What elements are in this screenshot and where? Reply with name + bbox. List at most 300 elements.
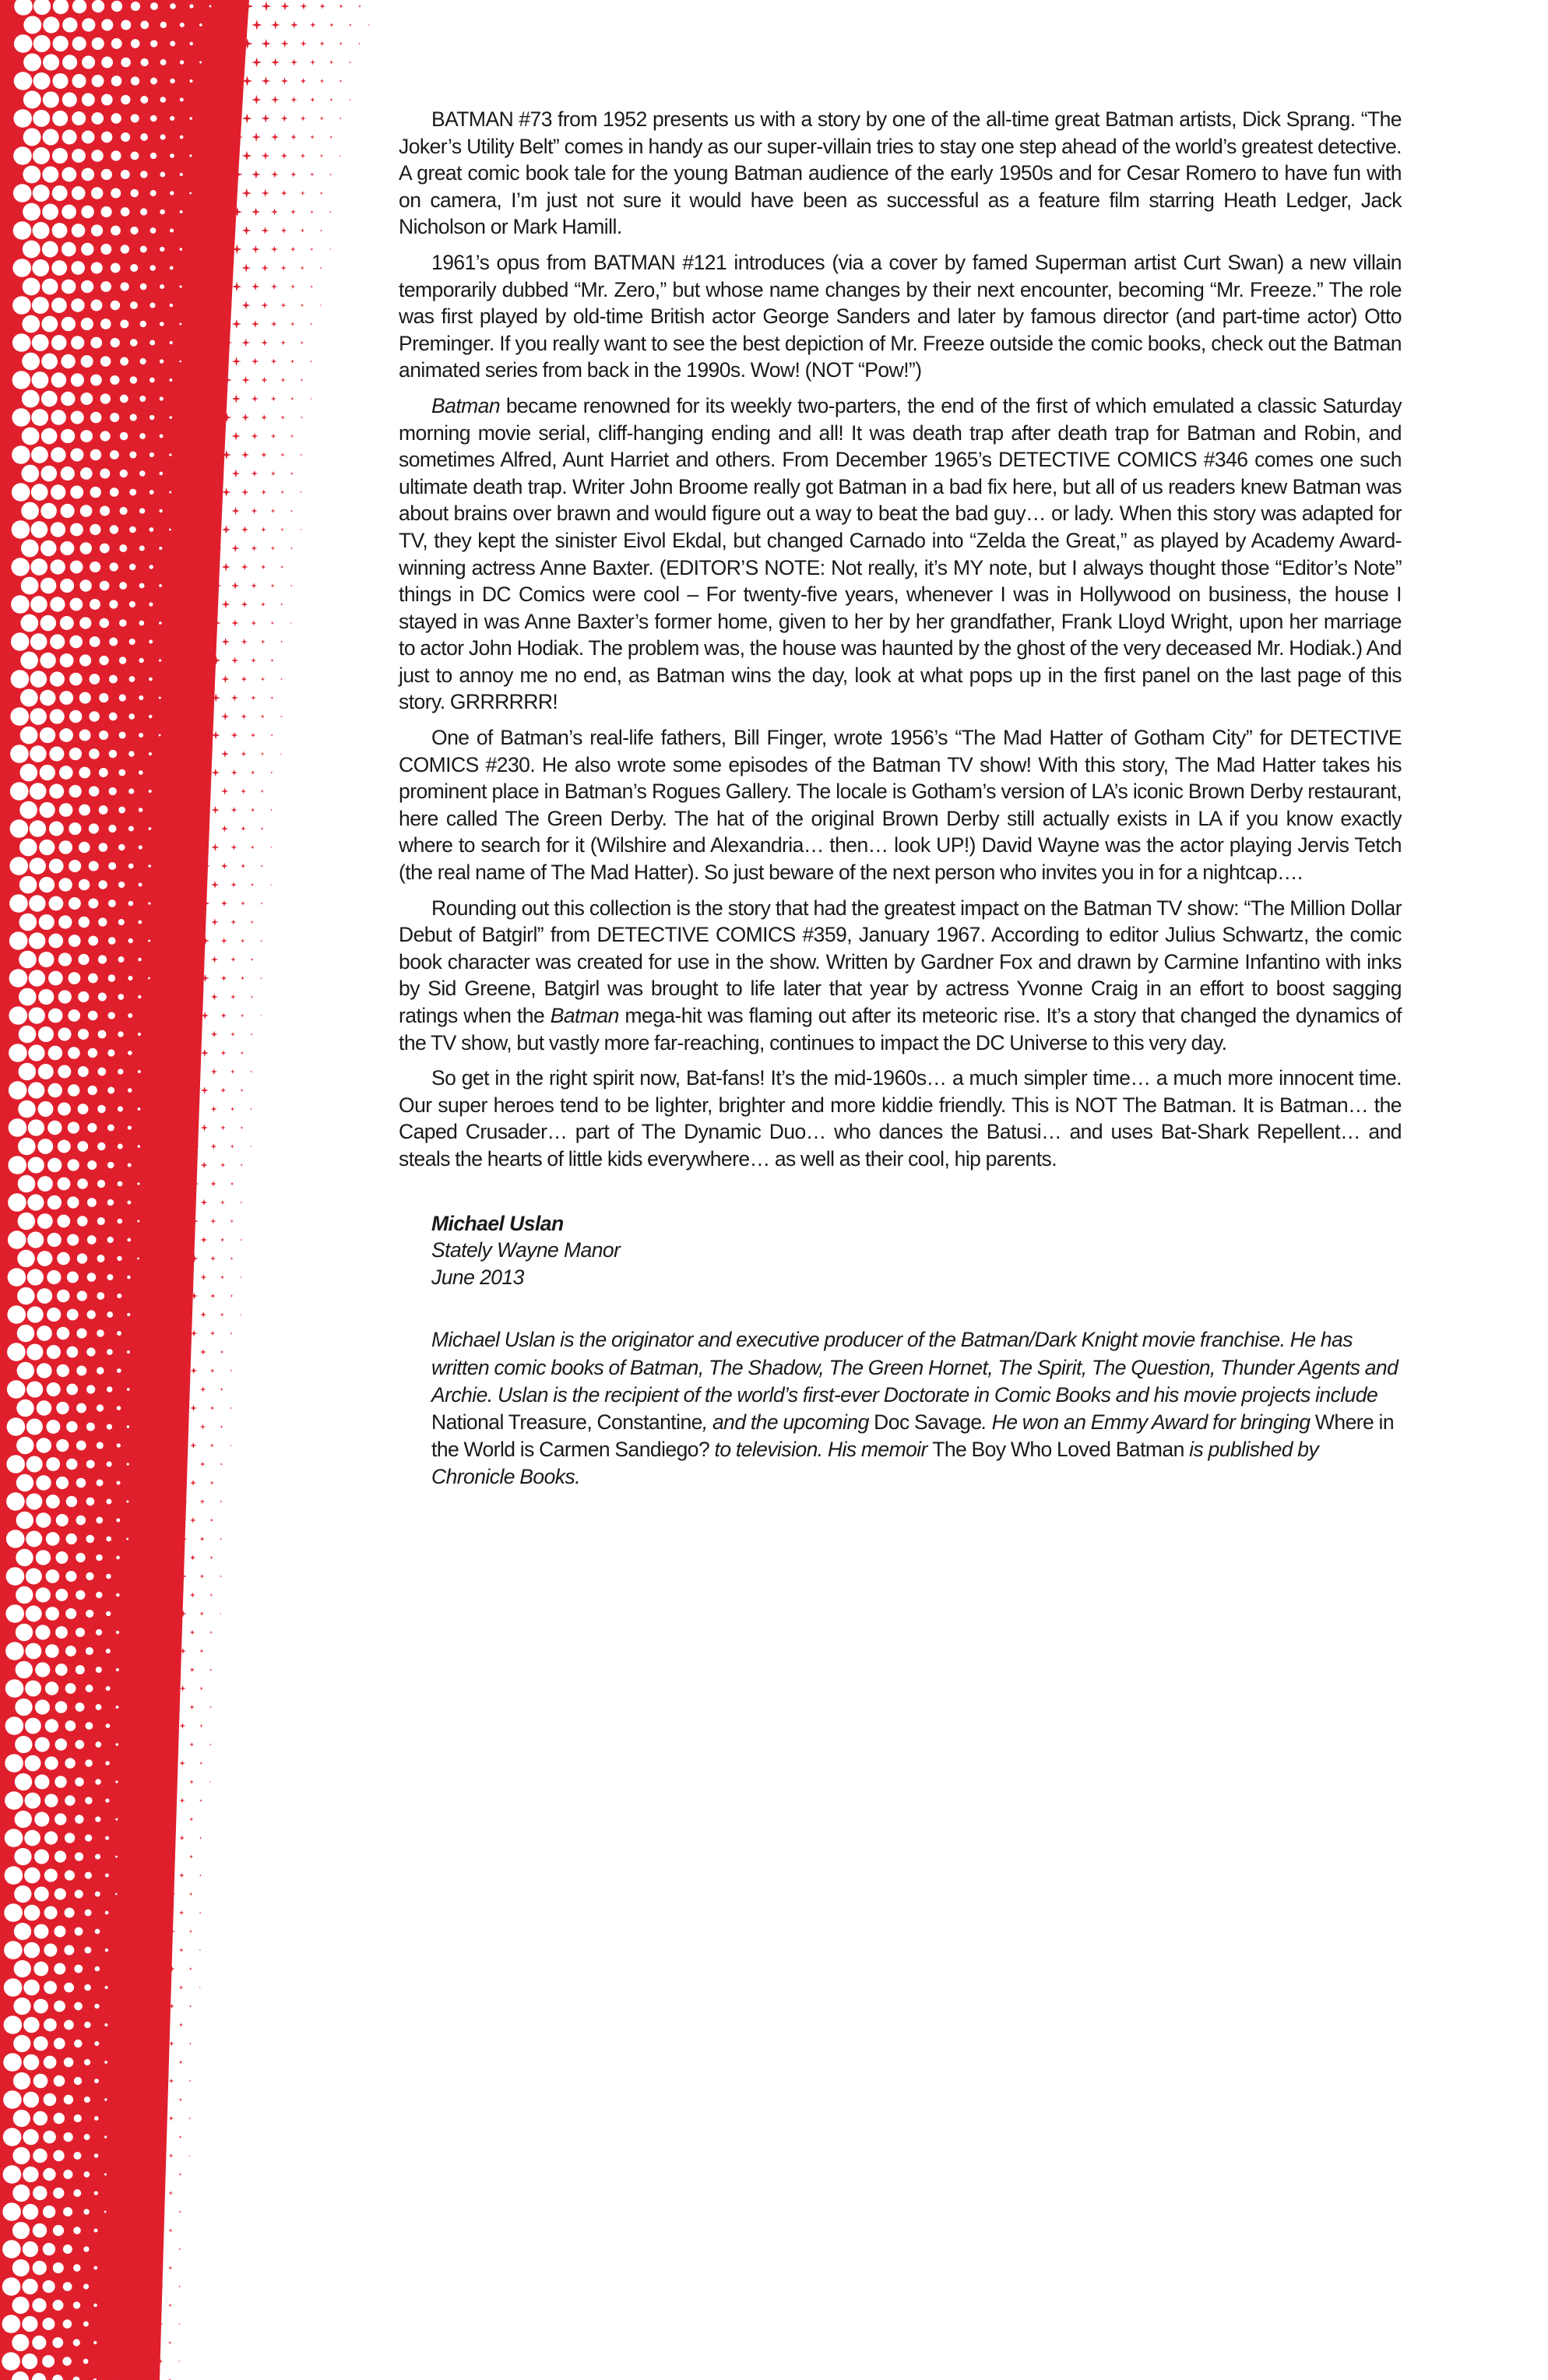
halftone-dot: [138, 1107, 141, 1111]
halftone-dot: [24, 1905, 40, 1921]
halftone-dot: [47, 1308, 61, 1322]
halftone-dot: [79, 579, 91, 591]
halftone-dot: [127, 1276, 130, 1279]
halftone-dot: [128, 713, 135, 720]
halftone-dot: [121, 207, 130, 217]
halftone-dot: [111, 226, 121, 236]
halftone-star: [179, 1797, 185, 1803]
halftone-dot: [44, 1868, 58, 1882]
halftone-star: [310, 360, 312, 362]
halftone-star: [260, 752, 264, 756]
halftone-dot: [86, 1572, 93, 1580]
halftone-dot: [107, 1424, 112, 1429]
halftone-dot: [170, 228, 174, 232]
halftone-star: [252, 170, 260, 178]
halftone-dot: [49, 859, 64, 874]
halftone-dot: [85, 1759, 93, 1767]
halftone-star: [271, 20, 280, 30]
halftone-dot: [99, 731, 108, 740]
halftone-star: [190, 1480, 196, 1486]
author-location: Stately Wayne Manor: [431, 1238, 621, 1262]
halftone-dot: [149, 640, 153, 644]
halftone-dot: [111, 188, 121, 199]
halftone-star: [252, 58, 262, 68]
halftone-dot: [16, 1399, 33, 1417]
halftone-star: [261, 639, 266, 644]
halftone-dot: [31, 409, 48, 426]
halftone-dot: [74, 1965, 83, 1973]
halftone-star: [199, 1686, 203, 1690]
halftone-dot: [32, 371, 49, 389]
halftone-dot: [120, 470, 128, 477]
halftone-star: [301, 228, 305, 233]
halftone-dot: [52, 148, 68, 164]
halftone-dot: [81, 355, 93, 368]
halftone-dot: [23, 2241, 38, 2257]
halftone-star: [251, 545, 257, 551]
halftone-star: [242, 188, 252, 198]
halftone-star: [281, 153, 288, 160]
halftone-dot: [58, 952, 72, 966]
halftone-dot: [51, 260, 67, 276]
halftone-dot: [139, 396, 146, 402]
halftone-dot: [30, 783, 47, 800]
halftone-dot: [40, 653, 55, 668]
halftone-star: [201, 1124, 208, 1131]
halftone-star: [220, 1350, 223, 1354]
halftone-dot: [9, 1118, 27, 1137]
halftone-dot: [70, 523, 83, 537]
halftone-dot: [6, 1455, 25, 1473]
halftone-star: [329, 23, 334, 27]
halftone-dot: [5, 1642, 24, 1660]
halftone-star: [260, 827, 263, 830]
halftone-star: [230, 995, 236, 1000]
halftone-dot: [74, 2002, 83, 2011]
halftone-star: [241, 976, 245, 980]
halftone-dot: [68, 1121, 79, 1133]
halftone-dot: [53, 36, 69, 51]
halftone-star: [179, 2023, 183, 2026]
halftone-star: [200, 1537, 205, 1541]
halftone-star: [211, 843, 219, 851]
halftone-star: [230, 1257, 233, 1260]
bio-title: Doc Savage: [874, 1410, 982, 1434]
halftone-star: [310, 22, 316, 28]
halftone-dot: [12, 371, 31, 389]
halftone-dot: [97, 1367, 104, 1374]
halftone-dot: [128, 1088, 132, 1093]
halftone-star: [220, 1275, 225, 1280]
halftone-dot: [118, 807, 125, 814]
halftone-dot: [139, 770, 143, 775]
halftone-star: [261, 340, 268, 347]
halftone-dot: [189, 4, 193, 8]
halftone-star: [230, 1182, 234, 1186]
halftone-star: [168, 2153, 173, 2158]
halftone-dot: [139, 695, 143, 700]
halftone-dot: [31, 446, 48, 463]
halftone-star: [221, 938, 227, 944]
halftone-dot: [38, 1064, 54, 1079]
halftone-star: [232, 282, 241, 291]
halftone-dot: [33, 35, 51, 52]
halftone-star: [209, 1668, 213, 1671]
halftone-dot: [86, 1385, 95, 1393]
halftone-dot: [12, 2222, 30, 2239]
halftone-dot: [160, 284, 164, 289]
halftone-dot: [26, 1343, 43, 1360]
halftone-dot: [16, 1549, 33, 1566]
halftone-dot: [12, 408, 30, 427]
halftone-dot: [26, 1381, 43, 1397]
halftone-star: [250, 1146, 252, 1148]
halftone-star: [200, 1349, 206, 1355]
bio-title: National Treasure: [431, 1410, 587, 1434]
halftone-dot: [75, 1740, 84, 1749]
halftone-star: [178, 2173, 181, 2176]
halftone-dot: [10, 819, 29, 838]
halftone-dot: [43, 54, 59, 70]
halftone-dot: [86, 1347, 95, 1356]
halftone-star: [232, 357, 241, 366]
halftone-dot: [70, 561, 83, 574]
halftone-star: [261, 301, 268, 308]
halftone-dot: [52, 2337, 63, 2348]
halftone-dot: [99, 768, 108, 777]
halftone-dot: [54, 2001, 65, 2012]
halftone-star: [271, 133, 279, 141]
halftone-dot: [69, 635, 83, 649]
halftone-dot: [58, 1027, 71, 1040]
halftone-dot: [96, 1517, 103, 1524]
halftone-star: [220, 1613, 222, 1615]
halftone-dot: [15, 1811, 32, 1828]
halftone-dot: [96, 1704, 102, 1710]
halftone-star: [310, 398, 312, 400]
halftone-dot: [140, 21, 149, 30]
halftone-dot: [109, 675, 118, 684]
halftone-dot: [33, 2186, 47, 2200]
halftone-star: [220, 1537, 222, 1540]
halftone-dot: [12, 2334, 29, 2351]
halftone-dot: [19, 1026, 37, 1044]
halftone-dot: [129, 639, 135, 645]
halftone-dot: [101, 169, 112, 180]
halftone-dot: [16, 1512, 33, 1529]
halftone-dot: [29, 932, 45, 949]
halftone-dot: [9, 894, 28, 913]
halftone-dot: [85, 1797, 92, 1804]
halftone-dot: [12, 333, 31, 352]
halftone-star: [301, 266, 304, 269]
halftone-dot: [120, 507, 128, 515]
halftone-dot: [120, 357, 128, 366]
halftone-dot: [150, 340, 155, 346]
halftone-dot: [91, 187, 103, 199]
halftone-dot: [76, 1590, 85, 1600]
halftone-dot: [179, 285, 181, 287]
halftone-dot: [129, 601, 135, 607]
halftone-star: [210, 1218, 216, 1223]
halftone-star: [241, 451, 249, 459]
halftone-star: [190, 1629, 195, 1635]
halftone-dot: [64, 2095, 73, 2104]
halftone-star: [290, 247, 296, 252]
halftone-dot: [46, 1569, 60, 1583]
halftone-star: [231, 470, 240, 478]
halftone-dot: [98, 955, 107, 963]
halftone-star: [230, 1032, 235, 1037]
halftone-star: [251, 808, 255, 812]
halftone-dot: [21, 465, 39, 483]
halftone-dot: [121, 170, 130, 179]
halftone-star: [280, 640, 283, 643]
halftone-star: [340, 155, 342, 157]
halftone-dot: [111, 338, 120, 347]
halftone-dot: [160, 359, 164, 363]
halftone-star: [261, 489, 266, 495]
halftone-dot: [59, 728, 73, 742]
halftone-star: [241, 564, 248, 571]
halftone-dot: [86, 1422, 95, 1431]
halftone-dot: [5, 1866, 23, 1885]
halftone-dot: [69, 935, 81, 947]
halftone-dot: [101, 19, 113, 30]
halftone-dot: [49, 896, 64, 911]
halftone-dot: [4, 1978, 23, 1997]
halftone-star: [231, 807, 237, 813]
halftone-star: [231, 619, 239, 627]
halftone-star: [220, 1388, 223, 1392]
halftone-dot: [51, 410, 66, 425]
halftone-dot: [62, 92, 77, 107]
halftone-dot: [35, 1737, 50, 1752]
halftone-dot: [65, 1683, 76, 1694]
halftone-dot: [120, 282, 128, 290]
halftone-dot: [119, 731, 126, 738]
halftone-dot: [30, 708, 47, 725]
halftone-dot: [23, 203, 40, 221]
halftone-dot: [25, 1643, 41, 1660]
halftone-dot: [110, 413, 119, 422]
halftone-star: [240, 1089, 243, 1092]
halftone-star: [281, 265, 287, 270]
halftone-star: [178, 2210, 181, 2213]
halftone-star: [300, 341, 303, 344]
halftone-star: [271, 171, 278, 178]
halftone-dot: [65, 1608, 76, 1619]
halftone-star: [230, 882, 236, 887]
halftone-dot: [87, 1123, 97, 1132]
halftone-dot: [18, 1213, 36, 1230]
halftone-star: [232, 431, 241, 440]
paragraph-text: So get in the right spirit now, Bat-fans! It’s the mid-1960s… a much simpler time… a much more innocent time. Our super heroes tend to be lighter, brighter and more kiddie friendly. This is NOT The Batman. It is Batman… the Caped Crusader… part of The Dynamic Duo… who dances the Batusi… and uses Bat-Shark Repellent… and steals the hearts of little kids everywhere… as well as their cool, hip parents.: [399, 1066, 1402, 1171]
halftone-star: [168, 2266, 172, 2269]
halftone-dot: [104, 2061, 107, 2064]
halftone-star: [349, 61, 351, 63]
halftone-dot: [149, 752, 152, 755]
halftone-dot: [59, 766, 73, 780]
halftone-dot: [77, 1290, 87, 1301]
halftone-star: [178, 2248, 181, 2251]
halftone-star: [221, 638, 230, 646]
paragraph-2: [399, 249, 1402, 384]
halftone-dot: [51, 559, 65, 574]
halftone-dot: [87, 1235, 97, 1245]
halftone-dot: [139, 882, 142, 886]
halftone-dot: [37, 1363, 52, 1378]
halftone-star: [180, 1685, 186, 1692]
halftone-dot: [3, 2090, 22, 2109]
halftone-star: [188, 2079, 191, 2082]
halftone-star: [270, 696, 273, 699]
paragraph-4: [399, 724, 1402, 886]
halftone-dot: [80, 467, 93, 480]
halftone-dot: [60, 653, 74, 667]
halftone-star: [190, 1367, 197, 1374]
halftone-dot: [40, 690, 55, 706]
halftone-dot: [160, 97, 167, 103]
halftone-dot: [170, 266, 174, 270]
halftone-dot: [45, 1607, 59, 1621]
halftone-dot: [83, 2283, 89, 2289]
halftone-dot: [55, 1589, 68, 1601]
halftone-dot: [72, 149, 86, 163]
halftone-star: [168, 2228, 172, 2232]
paragraph-text: Rounding out this collection is the story that had the greatest impact on the Batman TV show: “The Million Dollar Debut of Batgirl” from DETECTIVE COMICS #359, January 1967. According to editor Julius Schwartz, the comic book character was created for use in the show. Written by Gardner Fox and drawn by Carmine Infantino with inks by Sid Greene, Batgirl was brought to life later that year by actress Yvonne Craig in an effort to boost sagging ratings when the: [399, 896, 1402, 1027]
halftone-dot: [13, 1998, 30, 2015]
halftone-dot: [88, 1048, 97, 1058]
halftone-star: [179, 1836, 185, 1841]
halftone-dot: [67, 1347, 79, 1358]
halftone-dot: [42, 2318, 55, 2330]
halftone-star: [209, 1743, 212, 1745]
halftone-star: [240, 1201, 242, 1203]
halftone-dot: [150, 78, 157, 85]
halftone-dot: [88, 1011, 98, 1021]
halftone-dot: [33, 72, 50, 90]
halftone-dot: [209, 5, 212, 8]
halftone-dot: [160, 247, 164, 252]
halftone-dot: [53, 2262, 64, 2273]
halftone-dot: [79, 617, 91, 628]
halftone-dot: [108, 825, 116, 833]
halftone-star: [220, 1500, 223, 1503]
author-bio: [399, 1326, 1402, 1491]
halftone-dot: [118, 956, 125, 963]
halftone-dot: [42, 279, 58, 295]
halftone-star: [190, 1592, 195, 1597]
halftone-dot: [65, 1646, 76, 1656]
halftone-star: [189, 1780, 194, 1784]
halftone-dot: [64, 2058, 74, 2068]
halftone-star: [169, 2079, 174, 2084]
halftone-dot: [31, 484, 48, 501]
halftone-dot: [29, 970, 45, 986]
halftone-star: [262, 227, 269, 234]
halftone-dot: [19, 951, 37, 969]
halftone-star: [189, 1817, 194, 1822]
halftone-dot: [139, 621, 144, 626]
halftone-dot: [18, 1175, 36, 1193]
halftone-dot: [130, 264, 138, 272]
halftone-dot: [48, 1046, 63, 1061]
halftone-dot: [46, 1532, 60, 1546]
halftone-dot: [100, 618, 109, 628]
halftone-dot: [76, 1366, 86, 1376]
halftone-dot: [10, 707, 29, 726]
halftone-dot: [65, 1907, 75, 1917]
bio-title: , Constantine: [586, 1410, 702, 1434]
halftone-dot: [35, 1662, 50, 1677]
halftone-star: [230, 844, 237, 850]
halftone-dot: [107, 1349, 113, 1355]
halftone-dot: [118, 994, 124, 1000]
halftone-star: [271, 358, 276, 364]
halftone-dot: [63, 2132, 72, 2142]
halftone-dot: [45, 1681, 58, 1695]
halftone-dot: [53, 2188, 64, 2199]
halftone-star: [240, 1276, 242, 1279]
halftone-star: [178, 2285, 181, 2287]
halftone-dot: [139, 733, 143, 738]
halftone-star: [209, 1593, 213, 1597]
halftone-dot: [9, 1006, 27, 1025]
halftone-star: [221, 900, 228, 907]
halftone-dot: [16, 1474, 33, 1491]
halftone-star: [262, 2, 272, 12]
halftone-dot: [48, 1009, 63, 1023]
halftone-dot: [11, 558, 30, 576]
halftone-star: [280, 303, 286, 308]
halftone-dot: [92, 37, 104, 50]
halftone-dot: [140, 208, 147, 215]
halftone-dot: [106, 1574, 111, 1579]
halftone-dot: [150, 40, 157, 47]
halftone-dot: [118, 882, 125, 888]
halftone-dot: [105, 1874, 109, 1878]
halftone-dot: [8, 1268, 26, 1287]
halftone-dot: [99, 656, 108, 665]
halftone-dot: [105, 1949, 108, 1952]
halftone-dot: [100, 319, 111, 329]
halftone-dot: [121, 58, 131, 68]
halftone-dot: [36, 1475, 51, 1490]
halftone-dot: [170, 341, 173, 344]
halftone-dot: [138, 1145, 140, 1147]
halftone-star: [200, 1462, 206, 1467]
halftone-star: [210, 1181, 216, 1187]
halftone-dot: [130, 227, 138, 234]
halftone-dot: [160, 134, 166, 139]
halftone-dot: [100, 393, 111, 403]
halftone-dot: [20, 727, 38, 745]
halftone-dot: [140, 96, 148, 104]
halftone-star: [358, 5, 361, 8]
halftone-star: [271, 396, 276, 401]
halftone-star: [251, 733, 255, 738]
halftone-dot: [69, 710, 82, 723]
halftone-star: [310, 248, 314, 252]
halftone-star: [280, 490, 284, 494]
halftone-dot: [97, 1480, 104, 1487]
halftone-dot: [71, 298, 84, 312]
halftone-dot: [6, 1492, 25, 1511]
halftone-star: [200, 1274, 206, 1280]
halftone-dot: [180, 136, 184, 139]
halftone-dot: [49, 784, 64, 799]
